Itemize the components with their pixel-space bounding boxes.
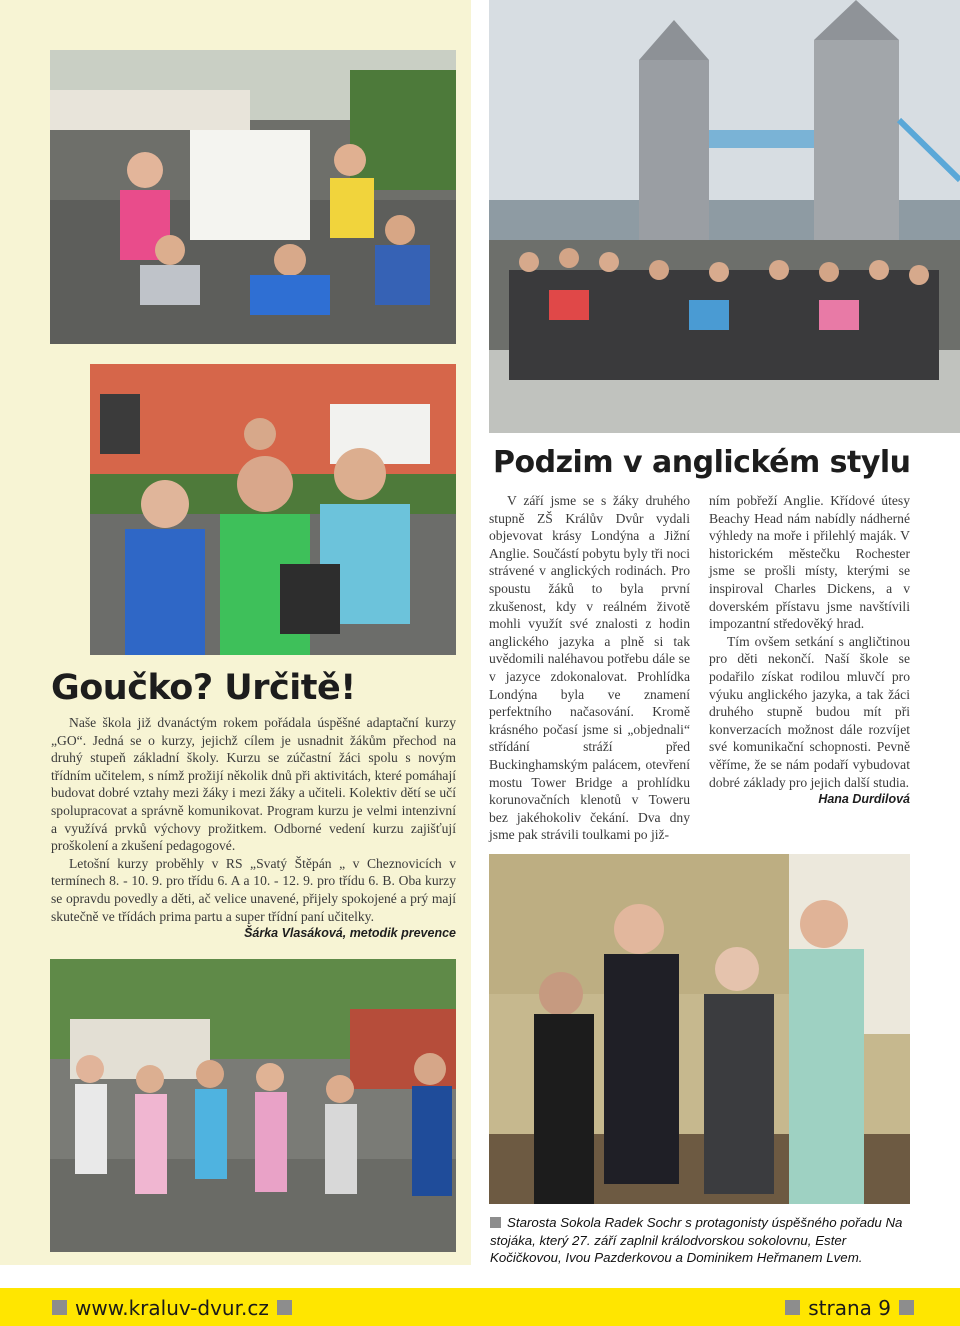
photo-children-poster	[50, 50, 456, 344]
photo-kids-outdoor-game	[50, 959, 456, 1252]
right-article-signature: Hana Durdilová	[818, 792, 910, 807]
right-article-col1-text: V září jsme se s žáky druhého stupně ZŠ Králův Dvůr vydali objevovat krásy Londýna a Jižní Anglie. Součástí pobytu byly tři noci strávené v anglických rodinách. Pro spoustu žáků to byla první zkušenost, kdy v reálném životě mohli využít své znalosti z hodin anglického jazyka a plně si tak uvědomili naléhavou potřebu dále se v jazyce zdokonalovat. Prohlídka Londýna byla ve znamení perfektního načasování. Kromě krásného počasí jsme si „objednali“ střídání stráží před Buckinghamským palácem, otevření mostu Tower Bridge a prohlídku korunovačních klenotů v Toweru bez jakéhokoliv čekání. Dva dny jsme pak strávili toulkami po již-	[489, 493, 690, 843]
left-article-body	[51, 714, 456, 943]
right-article-col2	[709, 492, 910, 809]
square-bullet-icon	[277, 1300, 292, 1315]
right-article-col2-text: Tím ovšem setkání s angličtinou pro děti nekončí. Naší škole se podařilo získat rodilou mluvčí pro výuku anglického jazyka, a tak žáci druhého stupně budou mít při konverzacích možnost dále rozvíjet své komunikační schopnosti. Pevně věříme, že se nám podaří vybudovat dobré základy pro jejich další studia.	[709, 633, 910, 790]
photo-caption	[490, 1214, 920, 1267]
square-bullet-icon	[490, 1217, 501, 1228]
left-article-paragraph: Naše škola již dvanáctým rokem pořádala úspěšné adaptační kurzy „GO“. Jedná se o kurzy, jejichž cílem je usnadnit žákům přechod na druhý stupeň základní školy. Kurzu se zúčastní žáci spolu s novým třídním učitelem, s nímž prožijí několik dnů při aktivitách, které pomáhají budovat dobré vztahy mezi žáky i mezi žáky a učiteli. Kolektiv dětí se učí spolupracovat a správně komunikovat. Program kurzu je velmi intenzivní a využívá prvků výchovy prožitkem. Odborné vedení kurzu zajišťují proškolení a zkušení pedagogové.	[51, 715, 456, 854]
page-number-label: strana 9	[808, 1296, 891, 1320]
photo-caption-text: Starosta Sokola Radek Sochr s protagonisty úspěšného pořadu Na stojáka, který 27. září zaplnil králodvorskou sokolovnu, Ester Kočičkovou, Ivou Pazderkovou a Dominikem Heřmanem Lvem.	[490, 1215, 903, 1265]
footer-page-number	[777, 1296, 914, 1320]
square-bullet-icon	[785, 1300, 800, 1315]
footer-website-link[interactable]: www.kraluv-dvur.cz	[75, 1296, 269, 1320]
photo-na-stojaka-guests	[489, 854, 910, 1204]
footer-website	[52, 1296, 300, 1320]
page-footer	[0, 1288, 960, 1326]
photo-tower-bridge-group	[489, 0, 960, 433]
left-article-signature: Šárka Vlasáková, metodik prevence	[244, 926, 456, 941]
left-article-paragraph: Letošní kurzy proběhly v RS „Svatý Štěpán „ v Cheznovicích v termínech 8. - 10. 9. pro třídu 6. A a 10. - 12. 9. pro třídu 6. B. Oba kurzy se opravdu povedly a děti, ač velice unavené, přijely spokojené a prý mají skutečně ve třídách prima partu a super třídní paní učitelky.	[51, 855, 456, 924]
photo-kids-group-hug	[90, 364, 456, 655]
square-bullet-icon	[899, 1300, 914, 1315]
right-article-col2-text: ním pobřeží Anglie. Křídové útesy Beachy Head nám nabídly nádherné výhledy na moře i přilehlý maják. V historickém městečku Rochester jsme se prošli místy, kterými se inspiroval Charles Dickens, a v doverském přístavu jsme navštívili impozantní středověký hrad.	[709, 493, 910, 632]
right-article-col1	[489, 492, 690, 844]
square-bullet-icon	[52, 1300, 67, 1315]
right-article-title: Podzim v anglickém stylu	[493, 445, 911, 480]
left-article-title: Goučko? Určitě!	[51, 668, 356, 708]
